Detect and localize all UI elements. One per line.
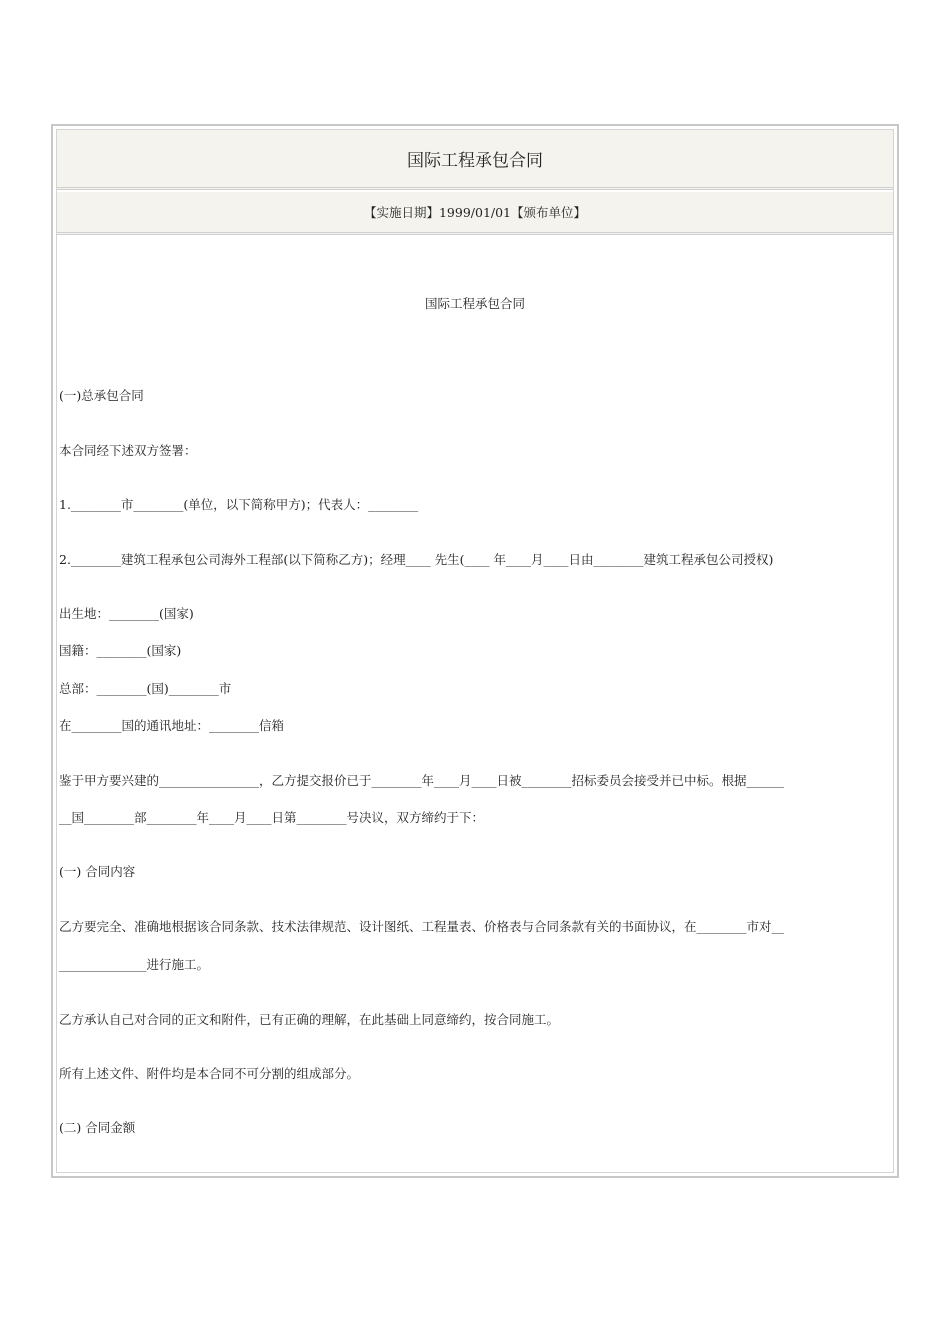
- paragraph: 乙方承认自己对合同的正文和附件，已有正确的理解，在此基础上同意缔约，按合同施工。: [59, 1012, 560, 1027]
- paragraph: 本合同经下述双方签署：: [59, 443, 197, 458]
- paragraph: 总部：________(国)________市: [59, 681, 232, 696]
- paragraph: 出生地：________(国家): [59, 606, 194, 621]
- page-title: 国际工程承包合同: [57, 130, 893, 190]
- paragraph: 所有上述文件、附件均是本合同不可分割的组成部分。: [59, 1066, 360, 1081]
- paragraph: 鉴于甲方要兴建的________________，乙方提交报价已于________年____月____日被________招标委员会接受并已中标。根据______: [59, 773, 785, 788]
- paragraph: 国籍：________(国家): [59, 643, 182, 658]
- section-heading: (一) 合同内容: [59, 864, 136, 879]
- paragraph: 在________国的通讯地址：________信箱: [59, 718, 285, 733]
- document-meta: 【实施日期】1999/01/01【颁布单位】: [57, 192, 893, 235]
- document-frame: [51, 124, 899, 1178]
- paragraph: 1.________市________(单位，以下简称甲方)；代表人：________: [59, 497, 419, 512]
- paragraph: 2.________建筑工程承包公司海外工程部(以下简称乙方)；经理____ 先生(____ 年____月____日由________建筑工程承包公司授权): [59, 552, 774, 567]
- document-body: [57, 237, 893, 1172]
- body-title: 国际工程承包合同: [424, 296, 525, 311]
- document-table: [56, 129, 894, 1173]
- section-heading: (一)总承包合同: [59, 388, 144, 403]
- paragraph: 乙方要完全、准确地根据该合同条款、技术法律规范、设计图纸、工程量表、价格表与合同条款有关的书面协议，在________市对__: [59, 919, 785, 934]
- section-heading: (二) 合同金额: [59, 1120, 136, 1135]
- paragraph: __国________部________年____月____日第________号决议，双方缔约于下：: [59, 810, 485, 825]
- paragraph: ______________进行施工。: [59, 957, 210, 972]
